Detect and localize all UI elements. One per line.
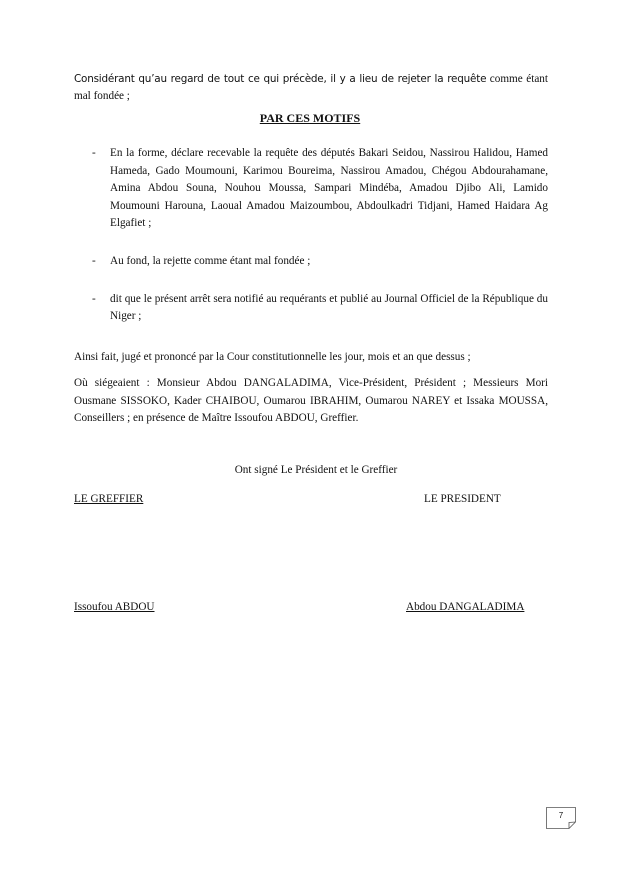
list-item-text: Au fond, la rejette comme étant mal fondée ;: [110, 254, 311, 267]
intro-text-part2: comme étant mal fondée ;: [74, 73, 548, 102]
list-item: [74, 253, 548, 271]
decision-list: [74, 145, 548, 326]
intro-paragraph: [74, 71, 548, 105]
president-title: LE PRESIDENT: [424, 493, 501, 505]
page-number-box: [546, 807, 576, 829]
ainsi-paragraph: Ainsi fait, jugé et prononcé par la Cour constitutionnelle les jour, mois et an que dessus ;: [74, 351, 471, 363]
greffier-name: Issoufou ABDOU: [74, 601, 155, 613]
siegeaient-paragraph: Où siégeaient : Monsieur Abdou DANGALADIMA, Vice-Président, Président ; Messieurs Mori Ousmane SISSOKO, Kader CHAIBOU, Oumarou IBRAHIM, Oumarou NAREY et Issaka MOUSSA, Conseillers ; en présence de Maître Issoufou ABDOU, Greffier.: [74, 377, 548, 425]
list-item-text: En la forme, déclare recevable la requête des députés Bakari Seidou, Nassirou Halidou, Hamed Hameda, Gado Moumouni, Karimou Boureima, Nassirou Amadou, Chégou Abdourahamane, Amina Abdou Souna, Nouhou Moussa, Sampari Mindéba, Amadou Djibo Ali, Lamido Moumouni Harouna, Laoual Amadou Maizoumbou, Abdoulkadri Tidjani, Hamed Haidara Ag Elgafiet ;: [110, 147, 548, 230]
president-name: Abdou DANGALADIMA: [406, 601, 525, 613]
list-bullet: -: [92, 254, 96, 267]
heading-par-ces-motifs: [0, 109, 620, 127]
intro-text-part1: Considérant qu’au regard de tout ce qui précède, il y a lieu de rejeter la requête: [74, 73, 487, 85]
list-item: [74, 291, 548, 326]
heading-text: PAR CES MOTIFS: [259, 111, 361, 125]
page-number: 7: [558, 811, 564, 820]
signed-line: [0, 464, 620, 476]
list-bullet: -: [92, 292, 96, 305]
list-item: [74, 145, 548, 233]
greffier-title: LE GREFFIER: [74, 493, 144, 505]
list-bullet: -: [92, 147, 96, 159]
list-item-text: dit que le présent arrêt sera notifié au requérants et publié au Journal Officiel de la République du Niger ;: [110, 292, 548, 323]
signed-text: Ont signé Le Président et le Greffier: [234, 464, 398, 476]
